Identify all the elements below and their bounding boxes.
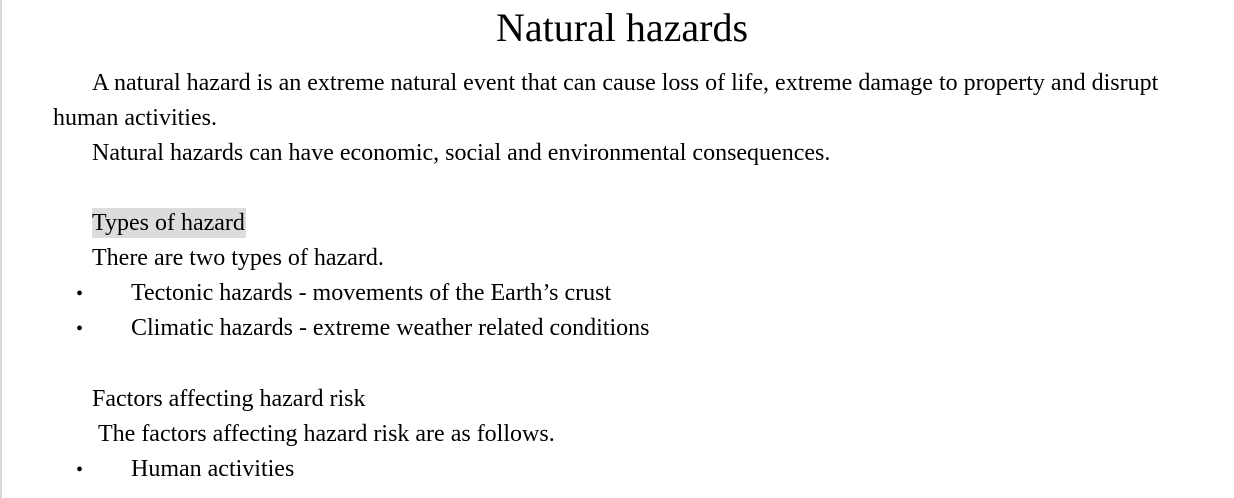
intro-paragraph: A natural hazard is an extreme natural event that can cause loss of life, extreme damage to property and disrupt human activities. [53, 70, 1159, 131]
factors-intro: The factors affecting hazard risk are as follows. [98, 421, 555, 447]
consequences-line: Natural hazards can have economic, social and environmental consequences. [92, 140, 831, 166]
factors-heading: Factors affecting hazard risk [92, 386, 366, 412]
types-heading [92, 206, 246, 241]
types-list-item: Climatic hazards - extreme weather related conditions [131, 315, 650, 341]
bullet-icon: • [76, 283, 84, 305]
types-heading-highlight: Types of hazard [92, 210, 245, 236]
factors-list-item: Human activities [131, 456, 295, 482]
bullet-icon: • [76, 459, 84, 481]
types-list-item: Tectonic hazards - movements of the Earth’s crust [131, 280, 612, 306]
document-title: Natural hazards [495, 5, 749, 50]
types-intro: There are two types of hazard. [92, 245, 384, 271]
bullet-icon: • [76, 318, 84, 340]
